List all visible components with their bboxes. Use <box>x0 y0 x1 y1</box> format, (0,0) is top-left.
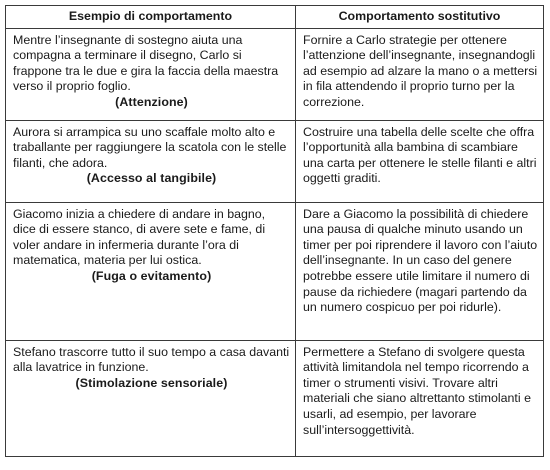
function-category: (Fuga o evitamento) <box>91 268 212 283</box>
function-category: (Attenzione) <box>115 94 188 109</box>
table-row <box>6 28 544 120</box>
example-text: Aurora si arrampica su uno scaffale molto alto e traballante per raggiungere la scatola con le stelle filanti, che adora. <box>13 124 287 170</box>
example-text: Mentre l’insegnante di sostegno aiuta una compagna a terminare il disegno, Carlo si frappone tra le due e gira la faccia della maestra verso il proprio foglio. <box>13 32 279 94</box>
table-header-row <box>6 6 544 29</box>
replacement-text: Fornire a Carlo strategie per ottenere l’attenzione dell’insegnante, insegnandogli ad esempio ad alzare la mano o a mettersi in fila attendendo il proprio turno per la correzione. <box>303 32 538 109</box>
replacement-text: Permettere a Stefano di svolgere questa attività limitandola nel tempo ricorrendo a timer o strumenti visivi. Trovare altri materiali che siano altrettanto stimolanti e usarli, ad esempio, per lavorare sull’intersoggettività. <box>303 344 531 437</box>
function-category: (Accesso al tangibile) <box>86 171 217 186</box>
replacement-text: Dare a Giacomo la possibilità di chiedere una pausa di qualche minuto usando un timer per poi riprendere il lavoro con l’aiuto dell’insegnante. In un caso del genere potrebbe essere utile limitare il numero di pause da richiedere (magari partendo da un numero cospicuo per poi ridurle). <box>303 206 538 315</box>
example-text: Stefano trascorre tutto il suo tempo a casa davanti alla lavatrice in funzione. <box>13 344 290 375</box>
example-text: Giacomo inizia a chiedere di andare in bagno, dice di essere stanco, di avere sete e fame, di voler andare in infermeria durante l’ora di matematica, materia per lui ostica. <box>13 206 266 268</box>
replacement-cell <box>296 202 544 340</box>
table-row <box>6 120 544 202</box>
behavior-comparison-table <box>5 5 544 457</box>
example-cell <box>6 202 296 340</box>
replacement-cell <box>296 120 544 202</box>
table-row <box>6 340 544 456</box>
behavior-table-page <box>5 5 543 457</box>
example-cell <box>6 120 296 202</box>
table-row <box>6 202 544 340</box>
example-cell <box>6 340 296 456</box>
header-example-behavior: Esempio di comportamento <box>6 6 296 29</box>
header-replacement-behavior: Comportamento sostitutivo <box>296 6 544 29</box>
replacement-text: Costruire una tabella delle scelte che offra l’opportunità alla bambina di scambiare una carta per ottenere le stelle filanti e altri oggetti graditi. <box>303 124 537 186</box>
replacement-cell <box>296 28 544 120</box>
example-cell <box>6 28 296 120</box>
function-category: (Stimolazione sensoriale) <box>75 375 228 390</box>
replacement-cell <box>296 340 544 456</box>
